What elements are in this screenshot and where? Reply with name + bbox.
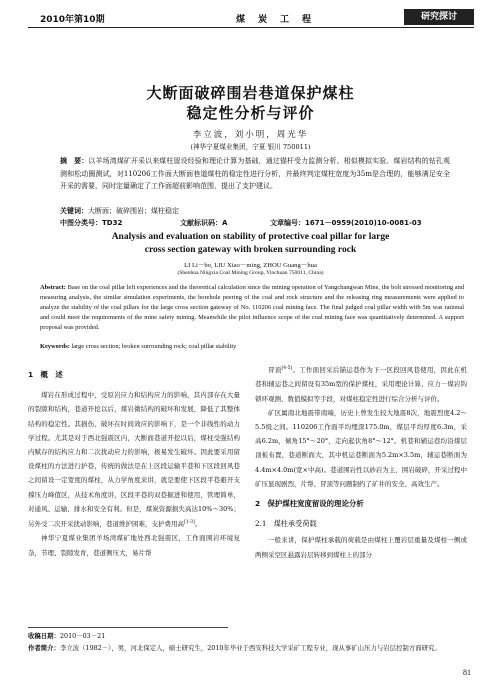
affiliation: (神华宁夏煤业集团，宁夏 银川 750011) (190, 143, 311, 151)
english-title-line-2: cross section gateway with broken surrounding rock (144, 245, 357, 255)
english-authors: LI Li－bo, LIU Xiao－ming, ZHOU Guang－hua (184, 262, 317, 269)
keywords-label: 关键词： (60, 207, 88, 215)
author-bio-label: 作者简介： (28, 644, 60, 652)
citation: [1-3] (184, 520, 195, 526)
doc-code: 文献标识码：A (180, 219, 228, 227)
keywords-text: 大断面；破碎围岩；煤柱稳定 (88, 207, 179, 215)
issue-label: 2010年第10期 (40, 15, 105, 25)
author-bio: 作者简介：李立波（1982－），男，河北保定人，硕士研究生，2010年毕业于西安科技大学采矿工程专业，现从事矿山压力与岩层控制方面研究。 (28, 644, 441, 652)
received-date: 收稿日期：2010－03－21 (28, 632, 106, 640)
paragraph: 矿区属南北地震带南端，历史上曾发生较大地震8次，地震烈度4.2～5.5级之间。110206工作面平均埋深175.0m，煤层平均厚度6.3m，采高6.2m，倾角15°～20°，走向起伏角8°～12°。机巷和辅运巷均沿煤层顶板布置，巷道断面大，其中机运巷断面为5.2m×3.5m，辅运巷断面为4.4m×4.0m(宽×中高)。巷道围岩性以砂岩为主，围岩破碎，开采过程中矿压显现剧烈，片帮、冒顶等问题制约了矿井的安全、高效生产。 (255, 408, 467, 488)
title-line-2: 稳定性分析与评价 (186, 104, 315, 122)
abstract-label: 摘 要： (60, 157, 89, 165)
running-header (28, 8, 474, 28)
received-label: 收稿日期： (28, 632, 60, 640)
english-abstract-text: Base on the coal pillar left experiences and the theoretical calculation since the mining operation of Yangchangwan Mine, the bolt stressed monitoring and measuring analysis, the similar simulation experiments, the borehole peering of the coal and rock structure and the releasing ring measurements were applied to analyze the stability of the coal pillars for the large cross section gateway of No. 110206 coal mining face. The final judged coal pillar width with 5m was rational and could meet the requirements of the mine safety mining. Meanwhile the pilot influence scope of the coal mining face was quantitatively determined. A support proposal was provided. (40, 284, 464, 331)
section-2-1-heading: 2.1 煤柱承受荷载 (255, 519, 317, 529)
right-column (255, 362, 467, 562)
title-line-1: 大断面破碎围岩巷道保护煤柱 (146, 84, 355, 102)
english-affiliation: (Shenhua Ningxia Coal Mining Group, Yinchuan 750011, China) (177, 270, 324, 276)
section-1-heading: 1 概 述 (28, 370, 63, 379)
section-2-heading: 2 保护煤柱宽度留设的理论分析 (255, 498, 364, 508)
footnote-divider (28, 627, 228, 628)
keywords (60, 205, 450, 218)
english-title-line-1: Analysis and evaluation on stability of protective coal pillar for large (111, 232, 390, 242)
abstract-text: 以羊场湾煤矿开采以来煤柱留设经验和理论计算为基础，通过锚杆受力监测分析、相似模拟实验、煤岩结构的钻孔观测和松动圈测试，对110206工作面大断面巷道煤柱的稳定性进行分析，并最终判定煤柱宽度为35m是合理的，能够满足安全开采的需要，同时定量确定了工作面超前影响范围，提出了支护建议。 (60, 157, 451, 190)
english-abstract (40, 283, 464, 333)
english-abstract-label: Abstract: (40, 284, 66, 291)
paragraph: 冒顶[4-5]。工作面回采后锚运巷作为下一区段回风巷使用，因此在机巷和辅运巷之间留设有35m宽的保护煤柱，采用理论计算、应力－煤岩钩锁环观测、数值模拟等手段，对煤柱稳定性进行综合分析与评价。 (255, 366, 468, 403)
english-keywords-text: large cross section; broken surrounding rock; coal pillar stability (71, 343, 237, 350)
paragraph: 一般来讲，保护煤柱承载的荷载是由煤柱上覆岩层重量及煤柱一侧或两侧采空区悬露岩层转移到煤柱上的部分 (255, 536, 467, 559)
english-keywords-label: Keywords: (40, 343, 70, 350)
paragraph: 煤岩在形成过程中，受原岩应力和结构应力的影响，其内部存在大量的裂隙和结构，巷道开挖以后，煤岩微结构的破坏和发展，降低了其整体结构的稳定性。其损伤、破坏在时间效应的影响下，是一个非线性的动力学过程。尤其是对于西北强震区内，大断面巷道开挖以后，煤柱受强结构内赋存的结构应力和二次扰动应力的影响，极易发生破坏。因此要采用留设煤柱的方法进行护巷，传统的做法是在上区段运输平巷和下区段回风巷之间留设一定宽度的煤柱，从力学角度来讲，就是要使下区段平巷避开支撑压力峰值区，从技术角度讲，区段平巷的双巷掘进和使用，管理简单，对通风、运输、排水和安全有利。但是，煤炭资源损失高达10%～30%；另外受二次开采扰动影响，巷道维护困难，支护费用高[1-3]。 (28, 391, 240, 529)
page-number: 81 (463, 668, 471, 677)
authors: 李立波，刘小明，周光华 (192, 130, 309, 140)
journal-name: 煤炭工程 (236, 15, 325, 25)
abstract (60, 155, 450, 193)
english-keywords (40, 343, 464, 350)
clc-number: 中图分类号：TD32 (60, 219, 123, 227)
citation: [4-5] (281, 366, 293, 371)
left-column (28, 362, 240, 560)
section-badge: 研究探讨 (404, 9, 474, 25)
paragraph: 神华宁夏煤业集团羊场湾煤矿地处西北强震区，工作面围岩环境复杂，节理、裂隙发育，巷道侧压大，易片帮 (28, 534, 240, 557)
article-number: 文章编号：1671－0959(2010)10-0081-03 (270, 219, 422, 227)
